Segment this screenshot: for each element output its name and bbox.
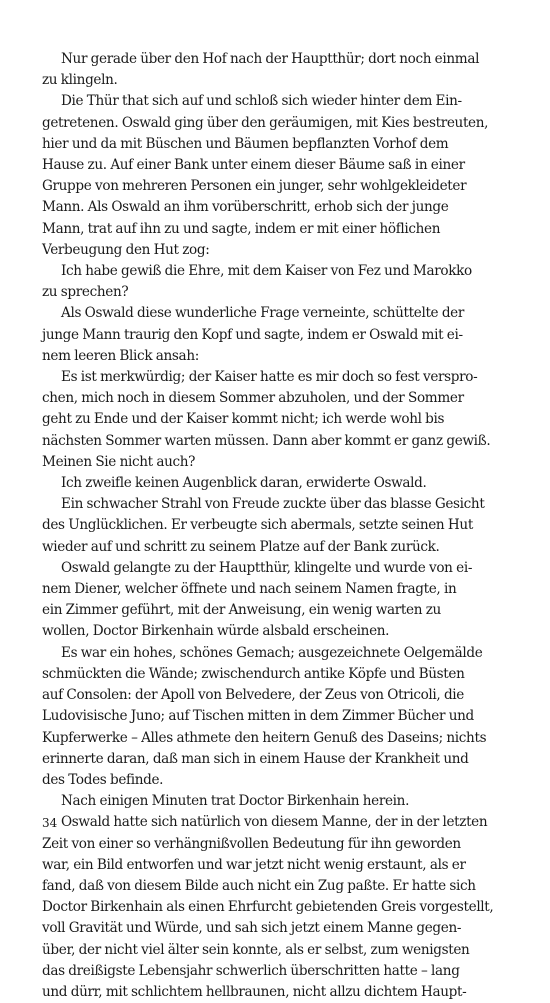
body-text (42, 49, 514, 1003)
paragraph: Als Oswald diese wunderliche Frage verneinte, schüttelte der junge Mann traurig den Kopf und sagte, indem er Oswald mit ei- nem leeren Blick ansah: (42, 305, 465, 364)
paragraph: Nach einigen Minuten trat Doctor Birkenhain herein. (61, 793, 410, 810)
page-number: 34 (42, 816, 58, 830)
paragraph: Es ist merkwürdig; der Kaiser hatte es mir doch so fest verspro- chen, mich noch in diesem Sommer abzuholen, und der Sommer geht zu Ende und der Kaiser kommt nicht; ich werde wohl bis nächsten Sommer warten müssen. Dann aber kommt er ganz gewiß. Meinen Sie nicht auch? (42, 369, 491, 470)
paragraph: Oswald hatte sich natürlich von diesem Manne, der in der letzten Zeit von einer so verhängnißvollen Bedeutung für ihn geworden war, ein Bild entworfen und war jetzt nicht wenig erstaunt, als er fand, daß von diesem Bilde auch nicht ein Zug paßte. Er hatte sich Doctor Birkenhain als einen Ehrfurcht gebietenden Greis vorgestellt, voll Gravität und Würde, und sah sich jetzt einem Manne gegen- über, der nicht viel älter sein konnte, als er selbst, zum wenigsten das dreißigste Lebensjahr schwerlich überschritten hatte – lang und dürr, mit schlichtem hellbraunen, nicht allzu dichtem Haupt- (42, 814, 494, 1000)
paragraph: Ich zweifle keinen Augenblick daran, erwiderte Oswald. (61, 475, 427, 492)
paragraph: Nur gerade über den Hof nach der Hauptthür; dort noch einmal zu klingeln. (42, 51, 480, 89)
paragraph: Es war ein hohes, schönes Gemach; ausgezeichnete Oelgemälde schmückten die Wände; zwischendurch antike Köpfe und Büsten auf Consolen: der Apoll von Belvedere, der Zeus von Otricoli, die Ludovisische Juno; auf Tischen mitten in dem Zimmer Bücher und Kupferwerke – Alles athmete den heitern Genuß des Daseins; nichts erinnerte daran, daß man sich in einem Hause der Krankheit und des Todes befinde. (42, 644, 487, 788)
paragraph: Oswald gelangte zu der Hauptthür, klingelte und wurde von ei- nem Diener, welcher öffnete und nach seinem Namen fragte, in ein Zimmer geführt, mit der Anweisung, ein wenig warten zu wollen, Doctor Birkenhain würde alsbald erscheinen. (42, 559, 473, 640)
paragraph: Die Thür that sich auf und schloß sich wieder hinter dem Ein- getretenen. Oswald ging über den geräumigen, mit Kies bestreuten, hier und da mit Büschen und Bäumen bepflanzten Vorhof dem Hause zu. Auf einer Bank unter einem dieser Bäume saß in einer Gruppe von mehreren Personen ein junger, sehr wohlgekleideter Mann. Als Oswald an ihm vorüberschritt, erhob sich der junge Mann, trat auf ihn zu und sagte, indem er mit einer höflichen Verbeugung den Hut zog: (42, 93, 489, 258)
paragraph: Ich habe gewiß die Ehre, mit dem Kaiser von Fez und Marokko zu sprechen? (42, 263, 472, 301)
paragraph: Ein schwacher Strahl von Freude zuckte über das blasse Gesicht des Unglücklichen. Er verbeugte sich abermals, setzte seinen Hut wieder auf und schritt zu seinem Platze auf der Bank zurück. (42, 496, 485, 555)
